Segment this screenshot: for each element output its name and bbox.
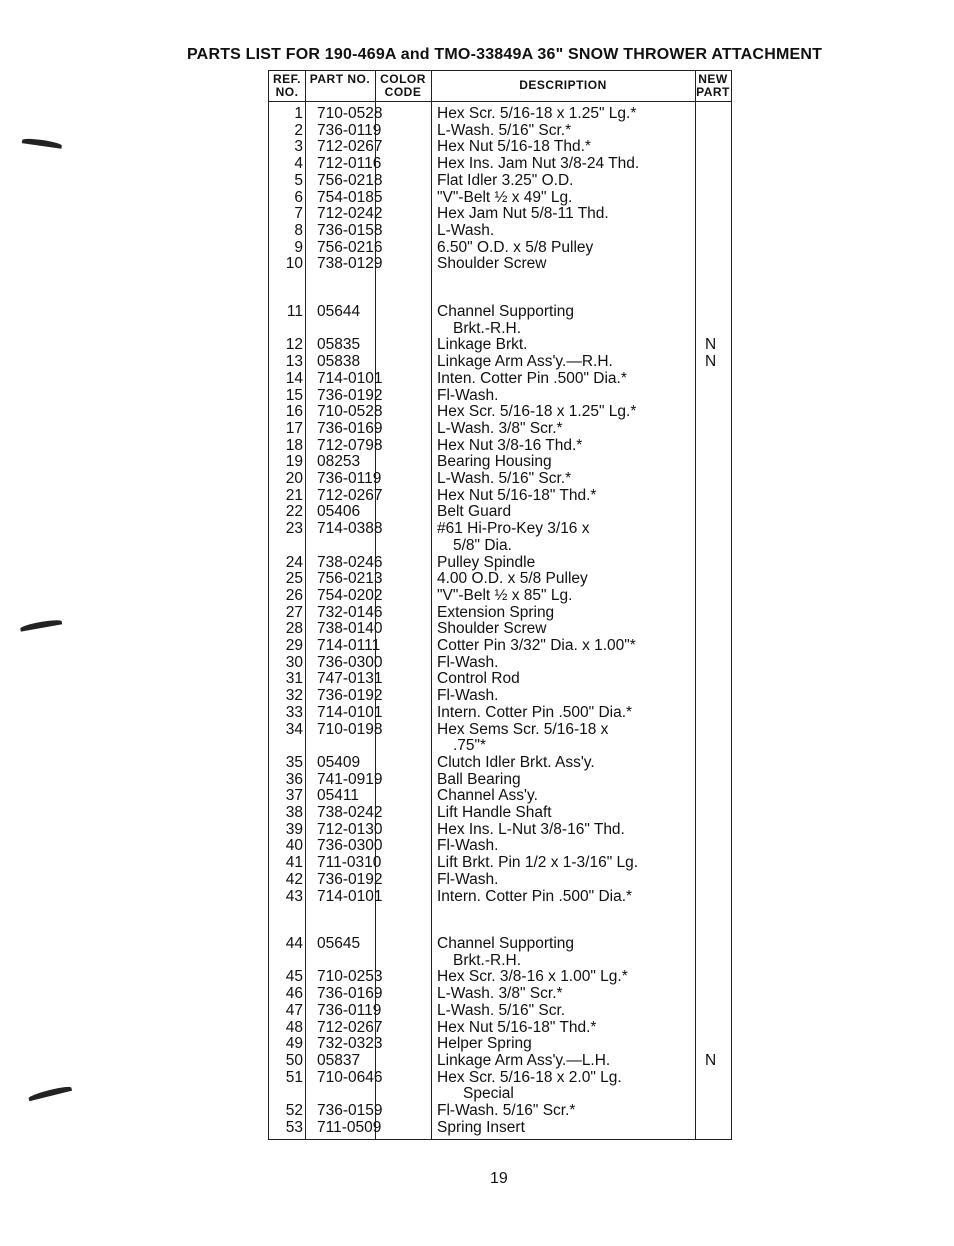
ref-number: 23 (285, 520, 303, 538)
part-description: Fl-Wash. 5/16" Scr.* (437, 1102, 576, 1119)
ref-number: 13 (285, 353, 303, 371)
ref-number: 49 (285, 1035, 303, 1053)
table-row (269, 470, 733, 487)
ref-number: 30 (285, 653, 303, 671)
parts-table (268, 70, 732, 1140)
part-number: 756-0218 (317, 171, 383, 189)
part-description: Hex Nut 5/16-18" Thd.* (437, 486, 597, 504)
ref-number: 19 (285, 453, 303, 471)
table-row (269, 854, 733, 871)
ref-number: 51 (285, 1068, 303, 1086)
part-description: "V"-Belt ½ x 49" Lg. (437, 188, 573, 206)
table-row (269, 520, 733, 554)
table-row (269, 754, 733, 771)
part-number: 736-0119 (317, 121, 382, 139)
part-number: 05837 (317, 1051, 361, 1069)
part-description: 6.50" O.D. x 5/8 Pulley (437, 238, 594, 256)
part-number: 738-0242 (317, 804, 383, 821)
part-number: 05838 (317, 353, 361, 371)
ref-number: 42 (285, 870, 303, 888)
table-row (269, 453, 733, 470)
part-number: 712-0130 (317, 820, 383, 838)
part-description: L-Wash. 5/16" Scr.* (437, 470, 572, 487)
ref-number: 4 (294, 155, 303, 173)
ref-number: 3 (294, 138, 303, 156)
table-row (269, 205, 733, 222)
part-number: 736-0192 (317, 870, 383, 888)
part-description: Hex Scr. 5/16-18 x 1.25" Lg.* (437, 105, 637, 122)
part-description: Cotter Pin 3/32" Dia. x 1.00"* (437, 637, 636, 654)
header-part: PART NO. (309, 72, 371, 86)
ref-number: 7 (294, 205, 303, 223)
part-description-continued: Brkt.-R.H. (453, 319, 522, 337)
part-description: Control Rod (437, 670, 520, 688)
table-row (269, 720, 733, 755)
part-number: 05411 (317, 787, 359, 805)
ref-number: 38 (285, 804, 303, 821)
page-title: PARTS LIST FOR 190-469A and TMO-33849A 36" SNOW THROWER ATTACHMENT (187, 46, 823, 63)
part-number: 714-0101 (317, 703, 383, 721)
part-number: 754-0202 (317, 586, 383, 604)
ref-number: 48 (285, 1018, 303, 1036)
table-row (269, 604, 733, 621)
table-row (269, 704, 733, 721)
table-row (269, 387, 733, 404)
ref-number: 2 (294, 121, 303, 139)
part-description: L-Wash. 3/8" Scr.* (437, 985, 563, 1003)
ref-number: 17 (285, 419, 303, 437)
table-row (269, 637, 733, 654)
ref-number: 27 (285, 603, 303, 621)
part-number: 736-0158 (317, 221, 383, 239)
ref-number: 34 (285, 720, 303, 738)
part-number: 738-0246 (317, 553, 383, 571)
part-number: 732-0146 (317, 603, 383, 621)
table-row (269, 503, 733, 520)
ref-number: 36 (285, 770, 303, 788)
part-description: "V"-Belt ½ x 85" Lg. (437, 586, 573, 604)
part-description: Fl-Wash. (437, 870, 499, 888)
part-number: 736-0192 (317, 386, 383, 404)
part-description-continued: .75"* (453, 737, 487, 755)
part-description: Intern. Cotter Pin .500" Dia.* (437, 887, 633, 905)
ref-number: 6 (294, 188, 303, 206)
part-number: 736-0159 (317, 1102, 383, 1119)
part-number: 710-0528 (317, 105, 383, 122)
ref-number: 45 (285, 968, 303, 986)
part-description: Channel Supporting (437, 303, 575, 320)
part-number: 08253 (317, 453, 361, 471)
table-row (269, 821, 733, 838)
table-row (269, 303, 733, 337)
ref-number: 11 (286, 303, 303, 320)
part-description: Shoulder Screw (437, 255, 547, 273)
table-row (269, 587, 733, 604)
part-description-continued: Special (463, 1085, 514, 1103)
part-number: 05835 (317, 336, 361, 354)
ref-number: 18 (285, 436, 303, 454)
part-description: Fl-Wash. (437, 687, 499, 705)
part-description: Fl-Wash. (437, 653, 499, 671)
ref-number: 5 (294, 171, 303, 189)
table-row (269, 403, 733, 420)
part-number: 754-0185 (317, 188, 383, 206)
ref-number: 29 (285, 637, 303, 654)
table-row (269, 420, 733, 437)
table-row (269, 222, 733, 239)
part-number: 711-0509 (317, 1118, 382, 1136)
table-row (269, 787, 733, 804)
part-description: Hex Scr. 5/16-18 x 2.0" Lg. (437, 1068, 622, 1086)
part-description: Pulley Spindle (437, 553, 536, 571)
table-row (269, 935, 733, 969)
header-description: DESCRIPTION (519, 78, 607, 92)
table-row (269, 1019, 733, 1036)
table-row (269, 985, 733, 1002)
part-number: 736-0300 (317, 837, 383, 855)
ref-number: 15 (285, 386, 303, 404)
ref-number: 43 (285, 887, 303, 905)
table-row (269, 871, 733, 888)
part-number: 732-0323 (317, 1035, 383, 1053)
part-description: Hex Ins. Jam Nut 3/8-24 Thd. (437, 155, 640, 173)
part-description: Helper Spring (437, 1035, 532, 1053)
part-description: Hex Nut 5/16-18" Thd.* (437, 1018, 597, 1036)
header-divider (269, 101, 731, 102)
part-description: Linkage Arm Ass'y.—R.H. (437, 353, 613, 371)
ref-number: 20 (285, 470, 303, 487)
part-number: 05644 (317, 303, 361, 320)
table-row (269, 670, 733, 687)
table-row (269, 1068, 733, 1103)
header-ref: REF. NO. (272, 72, 301, 99)
part-description: Extension Spring (437, 603, 555, 621)
part-description: Hex Scr. 5/16-18 x 1.25" Lg.* (437, 403, 637, 421)
ref-number: 22 (285, 503, 303, 521)
part-description: Lift Handle Shaft (437, 804, 552, 821)
table-row (269, 1052, 733, 1069)
part-description: Flat Idler 3.25" O.D. (437, 171, 574, 189)
part-description: L-Wash. 5/16" Scr. (437, 1001, 566, 1019)
part-number: 712-0242 (317, 205, 383, 223)
part-number: 736-0300 (317, 653, 383, 671)
table-row (269, 1119, 733, 1136)
part-description: Shoulder Screw (437, 620, 547, 638)
part-description: Clutch Idler Brkt. Ass'y. (437, 753, 595, 771)
part-description: Inten. Cotter Pin .500" Dia.* (437, 369, 627, 387)
part-description: Linkage Arm Ass'y.—L.H. (437, 1051, 611, 1069)
header-new-part: NEW PART (696, 72, 730, 99)
table-row (269, 353, 733, 370)
part-number: 736-0119 (317, 1001, 382, 1019)
ref-number: 8 (294, 221, 303, 239)
ref-number: 16 (285, 403, 303, 421)
part-description: #61 Hi-Pro-Key 3/16 x (437, 520, 590, 538)
part-number: 714-0101 (317, 887, 383, 905)
ref-number: 40 (285, 837, 303, 855)
ref-number: 37 (285, 787, 303, 805)
page-number: 19 (490, 1170, 508, 1187)
table-row (269, 138, 733, 155)
ref-number: 46 (285, 985, 303, 1003)
binder-hole-mark-bottom (28, 1085, 72, 1101)
table-row (269, 687, 733, 704)
table-row (269, 189, 733, 206)
part-number: 711-0310 (317, 854, 382, 872)
ref-number: 32 (285, 687, 303, 705)
new-part-flag: N (705, 1051, 717, 1069)
ref-number: 35 (285, 753, 303, 771)
part-description: Hex Scr. 3/8-16 x 1.00" Lg.* (437, 968, 628, 986)
ref-number: 26 (285, 586, 303, 604)
new-part-flag: N (705, 353, 717, 371)
part-number: 712-0267 (317, 138, 383, 156)
part-description: Intern. Cotter Pin .500" Dia.* (437, 703, 633, 721)
table-row (269, 804, 733, 821)
part-number: 712-0267 (317, 1018, 383, 1036)
table-row (269, 255, 733, 272)
table-row (269, 771, 733, 788)
ref-number: 50 (285, 1051, 303, 1069)
part-description: Spring Insert (437, 1118, 525, 1136)
new-part-flag: N (705, 336, 717, 354)
table-row (269, 370, 733, 387)
part-description: L-Wash. (437, 221, 495, 239)
part-description: Fl-Wash. (437, 386, 499, 404)
part-description: Channel Supporting (437, 935, 575, 952)
part-number: 712-0267 (317, 486, 383, 504)
part-description-continued: 5/8" Dia. (453, 536, 512, 554)
ref-number: 31 (285, 670, 303, 688)
part-description: 4.00 O.D. x 5/8 Pulley (437, 570, 588, 588)
ref-number: 1 (294, 105, 303, 122)
ref-number: 44 (285, 935, 303, 952)
part-number: 710-0253 (317, 968, 383, 986)
part-description: Channel Ass'y. (437, 787, 538, 805)
ref-number: 33 (285, 703, 303, 721)
part-number: 714-0111 (317, 637, 381, 654)
ref-number: 52 (285, 1102, 303, 1119)
table-row (269, 968, 733, 985)
ref-number: 9 (294, 238, 303, 256)
ref-number: 14 (285, 369, 303, 387)
part-description: Hex Nut 5/16-18 Thd.* (437, 138, 591, 156)
table-row (269, 172, 733, 189)
part-description-continued: Brkt.-R.H. (453, 951, 522, 969)
part-description: Hex Ins. L-Nut 3/8-16" Thd. (437, 820, 625, 838)
table-row (269, 570, 733, 587)
table-row (269, 437, 733, 454)
part-description: Bearing Housing (437, 453, 552, 471)
part-number: 710-0646 (317, 1068, 383, 1086)
part-number: 736-0169 (317, 419, 383, 437)
ref-number: 24 (285, 553, 303, 571)
part-description: Lift Brkt. Pin 1/2 x 1-3/16" Lg. (437, 854, 639, 872)
part-description: Belt Guard (437, 503, 512, 521)
ref-number: 25 (285, 570, 303, 588)
ref-number: 39 (285, 820, 303, 838)
table-row (269, 620, 733, 637)
table-row (269, 155, 733, 172)
header-color: COLOR CODE (380, 72, 426, 99)
part-number: 736-0192 (317, 687, 383, 705)
part-number: 756-0216 (317, 238, 383, 256)
part-number: 714-0101 (317, 369, 383, 387)
table-row (269, 554, 733, 571)
ref-number: 12 (285, 336, 303, 354)
table-row (269, 888, 733, 905)
table-row (269, 654, 733, 671)
part-number: 710-0198 (317, 720, 383, 738)
part-number: 712-0116 (317, 155, 382, 173)
ref-number: 53 (285, 1118, 303, 1136)
ref-number: 10 (285, 255, 303, 273)
part-description: Linkage Brkt. (437, 336, 528, 354)
table-row (269, 122, 733, 139)
part-number: 05409 (317, 753, 361, 771)
table-row (269, 1035, 733, 1052)
table-row (269, 1102, 733, 1119)
part-number: 714-0388 (317, 520, 383, 538)
part-number: 712-0798 (317, 436, 383, 454)
table-row (269, 487, 733, 504)
ref-number: 28 (285, 620, 303, 638)
table-row (269, 837, 733, 854)
part-number: 747-0131 (317, 670, 383, 688)
ref-number: 41 (285, 854, 303, 872)
ref-number: 21 (285, 486, 303, 504)
part-description: L-Wash. 5/16" Scr.* (437, 121, 572, 139)
part-number: 05645 (317, 935, 361, 952)
table-row (269, 239, 733, 256)
part-number: 738-0140 (317, 620, 383, 638)
ref-number: 47 (285, 1001, 303, 1019)
part-description: Ball Bearing (437, 770, 521, 788)
part-description: Hex Nut 3/8-16 Thd.* (437, 436, 583, 454)
binder-hole-mark-top (22, 137, 62, 149)
table-row (269, 1002, 733, 1019)
part-description: L-Wash. 3/8" Scr.* (437, 419, 563, 437)
part-description: Hex Sems Scr. 5/16-18 x (437, 720, 609, 738)
binder-hole-mark-middle (20, 618, 62, 631)
part-number: 741-0919 (317, 770, 383, 788)
part-description: Fl-Wash. (437, 837, 499, 855)
part-number: 756-0213 (317, 570, 383, 588)
table-row (269, 105, 733, 122)
part-number: 736-0169 (317, 985, 383, 1003)
part-description: Hex Jam Nut 5/8-11 Thd. (437, 205, 609, 223)
table-row (269, 336, 733, 353)
part-number: 710-0528 (317, 403, 383, 421)
part-number: 05406 (317, 503, 361, 521)
part-number: 736-0119 (317, 470, 382, 487)
part-number: 738-0129 (317, 255, 383, 273)
